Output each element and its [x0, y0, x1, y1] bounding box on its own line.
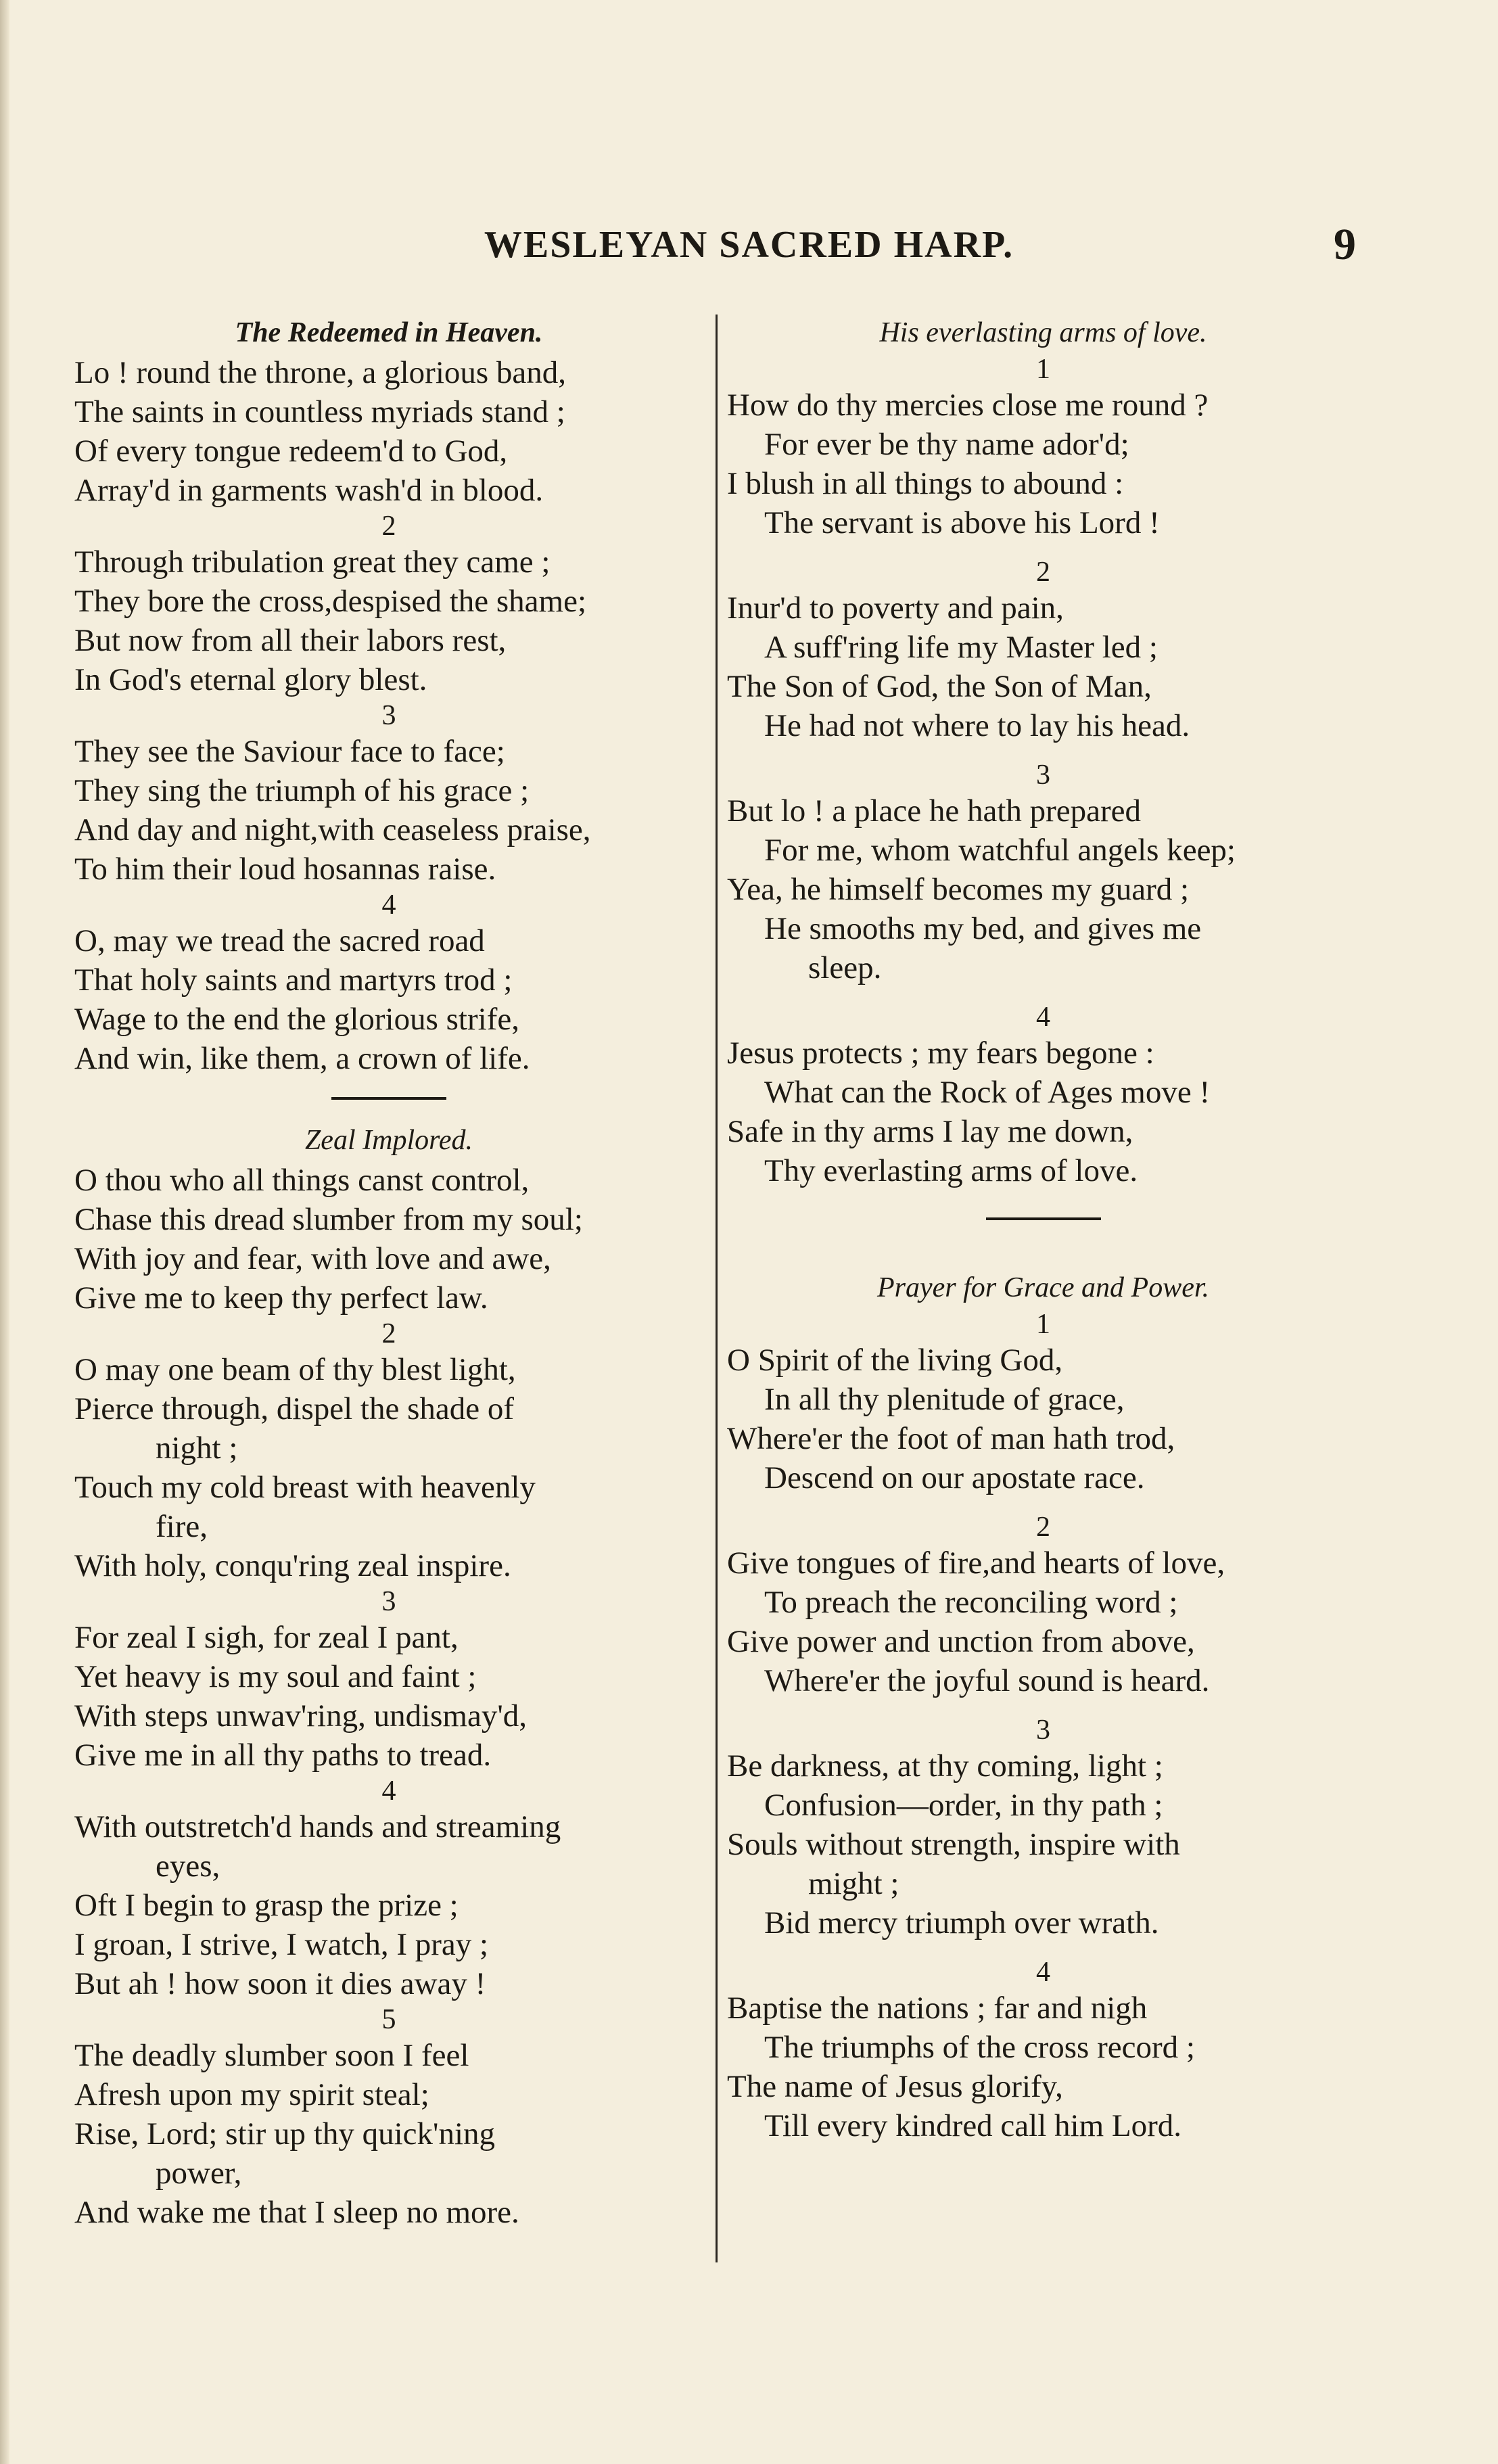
verse-4 [727, 1033, 1359, 1190]
verse-number: 2 [1036, 557, 1050, 588]
verse-line: To preach the reconciling word ; [764, 1585, 1178, 1620]
verse-number: 2 [381, 511, 396, 542]
verse-line-continuation: might ; [808, 1866, 899, 1901]
verse-line: Rise, Lord; stir up thy quick'ning [74, 2116, 496, 2152]
verse-line: Give tongues of fire,and hearts of love, [727, 1545, 1225, 1581]
verse-line: Where'er the foot of man hath trod, [727, 1421, 1175, 1456]
verse-1 [74, 1161, 703, 1318]
verse-line: A suff'ring life my Master led ; [764, 630, 1158, 665]
verse-line: Pierce through, dispel the shade of [74, 1391, 514, 1426]
verse-3 [74, 1618, 703, 1775]
verse-line: He smooths my bed, and gives me [764, 911, 1202, 946]
verse-line: And wake me that I sleep no more. [74, 2195, 519, 2230]
verse-line: To him their loud hosannas raise. [74, 852, 496, 887]
verse-line: The saints in countless myriads stand ; [74, 394, 565, 429]
verse-2 [74, 1350, 703, 1585]
verse-line: With outstretch'd hands and streaming [74, 1809, 561, 1844]
verse-line: But now from all their labors rest, [74, 623, 507, 658]
verse-line: Afresh upon my spirit steal; [74, 2077, 429, 2112]
verse-number: 5 [381, 2004, 396, 2035]
verse-3 [727, 1746, 1359, 1943]
verse-line: They sing the triumph of his grace ; [74, 773, 530, 808]
verse-line: The Son of God, the Son of Man, [727, 669, 1152, 704]
verse-number: 3 [381, 1586, 396, 1617]
verse-line: Array'd in garments wash'd in blood. [74, 473, 544, 508]
verse-number: 2 [1036, 1512, 1050, 1543]
verse-line: With holy, conqu'ring zeal inspire. [74, 1548, 511, 1583]
verse-2 [727, 1543, 1359, 1700]
verse-3 [74, 732, 703, 889]
verse-line: Lo ! round the throne, a glorious band, [74, 355, 567, 390]
verse-line: Wage to the end the glorious strife, [74, 1002, 519, 1037]
verse-1 [727, 386, 1359, 542]
verse-2 [74, 542, 703, 699]
page-number: 9 [1334, 220, 1356, 269]
verse-line: Give power and unction from above, [727, 1624, 1195, 1659]
verse-line: They see the Saviour face to face; [74, 734, 505, 769]
verse-line: Yet heavy is my soul and faint ; [74, 1659, 477, 1694]
verse-2 [727, 588, 1359, 745]
verse-line: I blush in all things to abound : [727, 466, 1124, 501]
verse-line: Baptise the nations ; far and nigh [727, 1991, 1148, 2026]
verse-line: That holy saints and martyrs trod ; [74, 962, 513, 998]
verse-line: In all thy plenitude of grace, [764, 1382, 1125, 1417]
verse-number: 4 [381, 889, 396, 921]
verse-number: 4 [1036, 1002, 1050, 1033]
verse-line: For ever be thy name ador'd; [764, 427, 1129, 462]
verse-line: Give me in all thy paths to tread. [74, 1738, 492, 1773]
verse-line: The servant is above his Lord ! [764, 505, 1160, 540]
verse-line: And win, like them, a crown of life. [74, 1041, 530, 1076]
verse-line: Be darkness, at thy coming, light ; [727, 1748, 1163, 1784]
verse-number: 2 [381, 1318, 396, 1349]
verse-4 [727, 1989, 1359, 2145]
verse-line: In God's eternal glory blest. [74, 662, 427, 697]
verse-line: Safe in thy arms I lay me down, [727, 1114, 1133, 1149]
verse-line: Through tribulation great they came ; [74, 544, 551, 580]
verse-line: The deadly slumber soon I feel [74, 2038, 469, 2073]
verse-line: Give me to keep thy perfect law. [74, 1280, 488, 1316]
verse-line: O Spirit of the living God, [727, 1343, 1063, 1378]
page-binding-edge [0, 0, 9, 2464]
verse-line: Yea, he himself becomes my guard ; [727, 872, 1190, 907]
verse-number: 1 [1036, 354, 1050, 385]
verse-line: But ah ! how soon it dies away ! [74, 1966, 486, 2001]
verse-line: Jesus protects ; my fears begone : [727, 1036, 1154, 1071]
verse-line: Inur'd to poverty and pain, [727, 590, 1064, 626]
page-header [0, 220, 1498, 277]
verse-line-continuation: eyes, [156, 1849, 220, 1884]
hymn-title: Zeal Implored. [304, 1125, 473, 1156]
hymn-separator [331, 1097, 446, 1100]
verse-line: Oft I begin to grasp the prize ; [74, 1888, 459, 1923]
verse-line: O thou who all things canst control, [74, 1163, 530, 1198]
verse-line: And day and night,with ceaseless praise, [74, 812, 591, 847]
hymn-title: His everlasting arms of love. [879, 317, 1207, 348]
verse-line-continuation: power, [156, 2156, 242, 2191]
verse-5 [74, 2036, 703, 2232]
verse-number: 3 [381, 700, 396, 731]
verse-line: How do thy mercies close me round ? [727, 388, 1209, 423]
verse-line: He had not where to lay his head. [764, 708, 1190, 743]
running-head: WESLEYAN SACRED HARP. [484, 224, 1014, 266]
verse-1 [727, 1341, 1359, 1497]
verse-line: Where'er the joyful sound is heard. [764, 1663, 1210, 1698]
verse-line: For me, whom watchful angels keep; [764, 833, 1236, 868]
verse-1 [74, 353, 703, 510]
verse-line: Souls without strength, inspire with [727, 1827, 1180, 1862]
verse-line: With joy and fear, with love and awe, [74, 1241, 551, 1276]
column-divider [716, 315, 718, 2262]
left-column [74, 312, 703, 2232]
verse-line: Confusion—order, in thy path ; [764, 1788, 1163, 1823]
verse-line: Till every kindred call him Lord. [764, 2108, 1181, 2143]
verse-line: Descend on our apostate race. [764, 1460, 1145, 1495]
verse-line: Of every tongue redeem'd to God, [74, 434, 508, 469]
verse-line: Thy everlasting arms of love. [764, 1153, 1138, 1188]
verse-line: They bore the cross,despised the shame; [74, 584, 587, 619]
verse-number: 3 [1036, 1715, 1050, 1746]
verse-line: What can the Rock of Ages move ! [764, 1075, 1211, 1110]
hymn-title: The Redeemed in Heaven. [235, 317, 543, 348]
verse-line-continuation: night ; [156, 1431, 238, 1466]
verse-line: O may one beam of thy blest light, [74, 1352, 516, 1387]
verse-4 [74, 921, 703, 1078]
verse-number: 4 [381, 1775, 396, 1807]
verse-4 [74, 1807, 703, 2003]
hymn-title: Prayer for Grace and Power. [876, 1272, 1210, 1303]
verse-3 [727, 791, 1359, 987]
verse-line: Bid mercy triumph over wrath. [764, 1905, 1159, 1940]
verse-line: But lo ! a place he hath prepared [727, 793, 1142, 829]
verse-line-continuation: sleep. [808, 950, 882, 985]
verse-line: Touch my cold breast with heavenly [74, 1470, 536, 1505]
verse-line-continuation: fire, [156, 1509, 208, 1544]
verse-line: I groan, I strive, I watch, I pray ; [74, 1927, 489, 1962]
verse-number: 1 [1036, 1309, 1050, 1340]
verse-line: O, may we tread the sacred road [74, 923, 485, 958]
verse-number: 4 [1036, 1957, 1050, 1988]
verse-number: 3 [1036, 760, 1050, 791]
verse-line: Chase this dread slumber from my soul; [74, 1202, 583, 1237]
hymn-separator [986, 1217, 1101, 1220]
right-column [727, 312, 1359, 2145]
verse-line: With steps unwav'ring, undismay'd, [74, 1698, 528, 1734]
verse-line: The name of Jesus glorify, [727, 2069, 1063, 2104]
verse-line: The triumphs of the cross record ; [764, 2030, 1195, 2065]
verse-line: For zeal I sigh, for zeal I pant, [74, 1620, 459, 1655]
